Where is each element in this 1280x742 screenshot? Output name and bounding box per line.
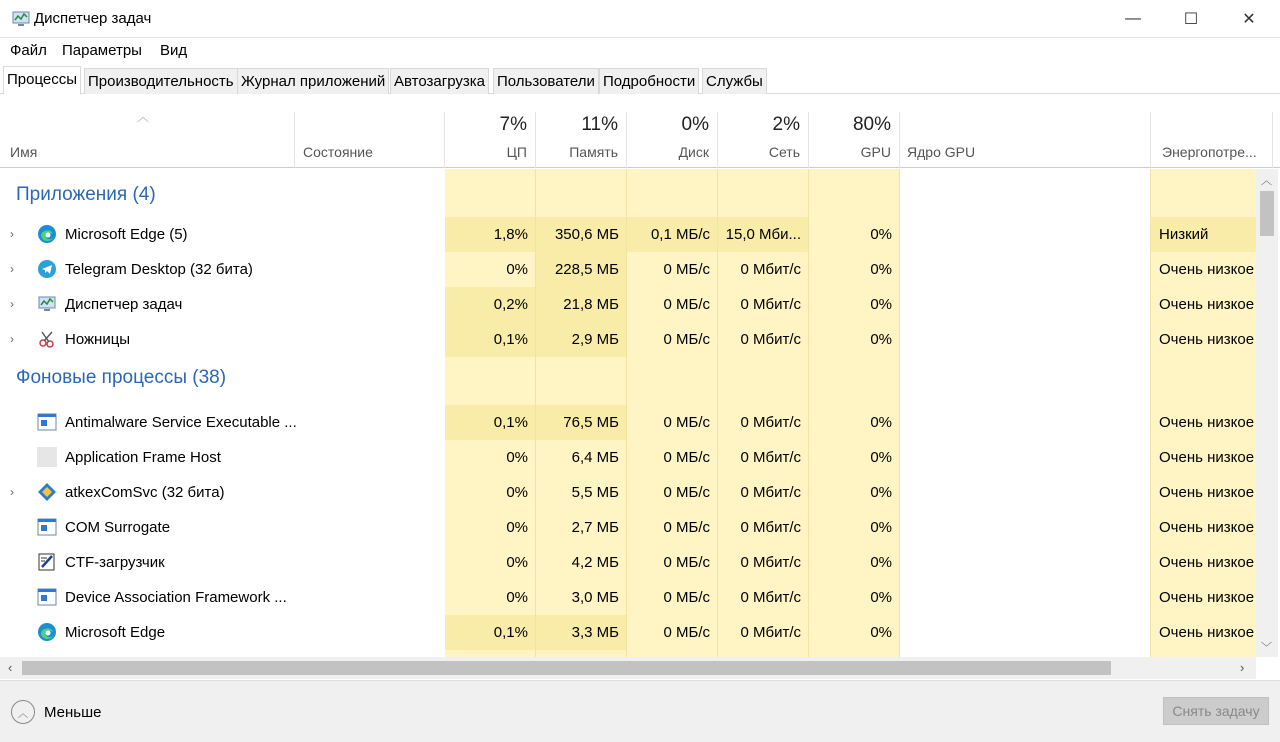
network-cell: 0 Мбит/с	[740, 331, 801, 348]
network-cell: 15,0 Мби...	[718, 217, 808, 252]
cpu-cell: 0,1%	[445, 322, 535, 357]
ctf-icon	[37, 552, 57, 572]
disk-cell: 0 МБ/с	[663, 261, 710, 278]
tab-services[interactable]: Службы	[702, 68, 767, 94]
header-energy[interactable]: Энергопотре...	[1162, 144, 1257, 160]
network-cell: 0 Мбит/с	[740, 624, 801, 641]
cpu-cell: 0%	[506, 589, 528, 606]
energy-cell: Очень низкое	[1159, 331, 1255, 348]
gpu-cell: 0%	[870, 226, 892, 243]
table-row[interactable]	[0, 322, 1256, 357]
process-name: Ножницы	[65, 331, 131, 348]
task-manager-icon	[12, 10, 30, 27]
tab-app-history[interactable]: Журнал приложений	[237, 68, 389, 94]
horizontal-scrollbar[interactable]	[0, 657, 1256, 679]
disk-cell: 0 МБ/с	[663, 414, 710, 431]
table-row[interactable]	[0, 545, 1256, 580]
process-name: Telegram Desktop (32 бита)	[65, 261, 253, 278]
process-name: Microsoft Edge	[65, 624, 166, 641]
scroll-right-icon[interactable]: ›	[1240, 660, 1245, 675]
close-button[interactable]: ✕	[1242, 11, 1256, 28]
maximize-button[interactable]: ☐	[1183, 11, 1199, 28]
cpu-cell: 0%	[506, 484, 528, 501]
title-bar	[0, 0, 1280, 38]
header-gpu-core[interactable]: Ядро GPU	[907, 144, 976, 160]
memory-cell: 21,8 МБ	[536, 287, 626, 322]
network-cell: 0 Мбит/с	[740, 449, 801, 466]
cpu-cell: 0%	[506, 261, 528, 278]
memory-cell: 228,5 МБ	[536, 252, 626, 287]
group-background	[0, 357, 1256, 392]
service-icon	[37, 482, 57, 502]
table-row[interactable]	[0, 217, 1256, 252]
gpu-cell: 0%	[870, 449, 892, 466]
vertical-scrollbar[interactable]	[1256, 169, 1278, 657]
header-net-pct[interactable]: 2%	[772, 114, 800, 135]
network-cell: 0 Мбит/с	[740, 261, 801, 278]
scroll-up-icon[interactable]: ︿	[1261, 175, 1272, 187]
process-list	[0, 169, 1256, 657]
memory-cell: 2,7 МБ	[571, 519, 619, 536]
memory-cell: 5,5 МБ	[571, 484, 619, 501]
memory-cell: 2,9 МБ	[536, 322, 626, 357]
less-details-link[interactable]: Меньше	[44, 704, 102, 721]
memory-cell: 4,2 МБ	[571, 554, 619, 571]
table-row[interactable]	[0, 475, 1256, 510]
window-app-icon	[37, 517, 57, 537]
group-apps	[0, 169, 1256, 204]
scroll-left-icon[interactable]: ‹	[8, 660, 13, 675]
expand-chevron-icon[interactable]: ›	[10, 262, 14, 276]
header-cpu[interactable]: ЦП	[506, 144, 527, 160]
expand-chevron-icon[interactable]: ›	[10, 485, 14, 499]
task-manager-icon	[37, 294, 57, 314]
tab-users[interactable]: Пользователи	[493, 68, 599, 94]
header-gpu[interactable]: GPU	[860, 144, 891, 160]
process-name: Диспетчер задач	[65, 296, 183, 313]
header-gpu-pct[interactable]: 80%	[852, 114, 891, 135]
disk-cell: 0 МБ/с	[663, 519, 710, 536]
process-name: Device Association Framework ...	[65, 589, 287, 606]
disk-cell: 0 МБ/с	[663, 624, 710, 641]
end-task-button[interactable]: Снять задачу	[1163, 697, 1269, 725]
tab-details[interactable]: Подробности	[599, 68, 699, 94]
tab-performance[interactable]: Производительность	[84, 68, 238, 94]
gpu-cell: 0%	[870, 414, 892, 431]
blank-app-icon	[37, 447, 57, 467]
process-name: CTF-загрузчик	[65, 554, 165, 571]
energy-cell: Очень низкое	[1159, 484, 1255, 501]
menu-file[interactable]: Файл	[10, 42, 47, 59]
energy-cell: Очень низкое	[1159, 554, 1255, 571]
window-app-icon	[37, 587, 57, 607]
menu-view[interactable]: Вид	[160, 42, 188, 59]
header-status[interactable]: Состояние	[303, 144, 373, 160]
scissors-icon	[37, 329, 57, 349]
tab-processes[interactable]: Процессы	[3, 66, 81, 95]
cpu-cell: 0,1%	[445, 405, 535, 440]
horizontal-scroll-thumb[interactable]	[22, 661, 1111, 675]
minimize-button[interactable]: —	[1125, 10, 1141, 27]
table-row[interactable]	[0, 440, 1256, 475]
network-cell: 0 Мбит/с	[740, 414, 801, 431]
group-apps-title: Приложения (4)	[16, 184, 156, 205]
edge-icon	[37, 224, 57, 244]
header-disk[interactable]: Диск	[678, 144, 709, 160]
energy-cell: Очень низкое	[1159, 449, 1255, 466]
energy-cell: Очень низкое	[1159, 519, 1255, 536]
gpu-cell: 0%	[870, 296, 892, 313]
menu-bar	[0, 39, 1280, 63]
cpu-cell: 0,1%	[445, 615, 535, 650]
memory-cell: 6,4 МБ	[571, 449, 619, 466]
gpu-cell: 0%	[870, 261, 892, 278]
energy-cell: Очень низкое	[1159, 296, 1255, 313]
memory-cell: 76,5 МБ	[536, 405, 626, 440]
gpu-cell: 0%	[870, 331, 892, 348]
process-name: Microsoft Edge (5)	[65, 226, 188, 243]
disk-cell: 0 МБ/с	[663, 296, 710, 313]
energy-cell: Низкий	[1151, 217, 1256, 252]
vertical-scroll-thumb[interactable]	[1260, 191, 1274, 236]
edge-icon	[37, 622, 57, 642]
chevron-up-icon[interactable]: ︿	[11, 700, 35, 724]
header-net[interactable]: Сеть	[768, 144, 800, 160]
telegram-icon	[37, 259, 57, 279]
process-name: atkexComSvc (32 бита)	[65, 484, 225, 501]
header-mem[interactable]: Память	[569, 144, 618, 160]
sort-arrow-icon: ︿	[137, 110, 150, 124]
gpu-cell: 0%	[870, 484, 892, 501]
cpu-cell: 1,8%	[445, 217, 535, 252]
tab-bar	[0, 66, 1280, 94]
cpu-cell: 0%	[506, 519, 528, 536]
header-cpu-pct[interactable]: 7%	[499, 114, 527, 135]
window-app-icon	[37, 412, 57, 432]
process-name: COM Surrogate	[65, 519, 171, 536]
disk-cell: 0 МБ/с	[663, 484, 710, 501]
cpu-cell: 0%	[506, 449, 528, 466]
memory-cell: 3,3 МБ	[536, 615, 626, 650]
menu-options[interactable]: Параметры	[62, 42, 142, 59]
process-name: Application Frame Host	[65, 449, 221, 466]
disk-cell: 0 МБ/с	[663, 589, 710, 606]
memory-cell: 350,6 МБ	[536, 217, 626, 252]
energy-cell: Очень низкое	[1159, 624, 1255, 641]
energy-cell: Очень низкое	[1159, 589, 1255, 606]
header-disk-pct[interactable]: 0%	[681, 114, 709, 135]
footer	[0, 680, 1280, 742]
expand-chevron-icon[interactable]: ›	[10, 227, 14, 241]
gpu-cell: 0%	[870, 589, 892, 606]
memory-cell: 3,0 МБ	[571, 589, 619, 606]
header-name[interactable]: Имя	[10, 144, 38, 160]
network-cell: 0 Мбит/с	[740, 296, 801, 313]
process-name: Antimalware Service Executable ...	[65, 414, 297, 431]
network-cell: 0 Мбит/с	[740, 554, 801, 571]
energy-cell: Очень низкое	[1159, 414, 1255, 431]
expand-chevron-icon[interactable]: ›	[10, 332, 14, 346]
cpu-cell: 0,2%	[445, 287, 535, 322]
cpu-cell: 0%	[506, 554, 528, 571]
energy-cell: Очень низкое	[1159, 261, 1255, 278]
tab-startup[interactable]: Автозагрузка	[390, 68, 489, 94]
disk-cell: 0,1 МБ/с	[627, 217, 717, 252]
table-row[interactable]	[0, 580, 1256, 615]
disk-cell: 0 МБ/с	[663, 554, 710, 571]
column-header	[0, 94, 1280, 168]
table-row[interactable]	[0, 405, 1256, 440]
table-row[interactable]	[0, 252, 1256, 287]
group-background-title: Фоновые процессы (38)	[16, 367, 227, 388]
network-cell: 0 Мбит/с	[740, 484, 801, 501]
scroll-down-icon[interactable]: ﹀	[1261, 642, 1272, 654]
table-row[interactable]	[0, 615, 1256, 650]
table-row[interactable]	[0, 510, 1256, 545]
gpu-cell: 0%	[870, 624, 892, 641]
window-title: Диспетчер задач	[34, 10, 152, 27]
network-cell: 0 Мбит/с	[740, 589, 801, 606]
gpu-cell: 0%	[870, 554, 892, 571]
table-row[interactable]	[0, 287, 1256, 322]
disk-cell: 0 МБ/с	[663, 331, 710, 348]
disk-cell: 0 МБ/с	[663, 449, 710, 466]
expand-chevron-icon[interactable]: ›	[10, 297, 14, 311]
gpu-cell: 0%	[870, 519, 892, 536]
header-mem-pct[interactable]: 11%	[581, 114, 618, 135]
network-cell: 0 Мбит/с	[740, 519, 801, 536]
